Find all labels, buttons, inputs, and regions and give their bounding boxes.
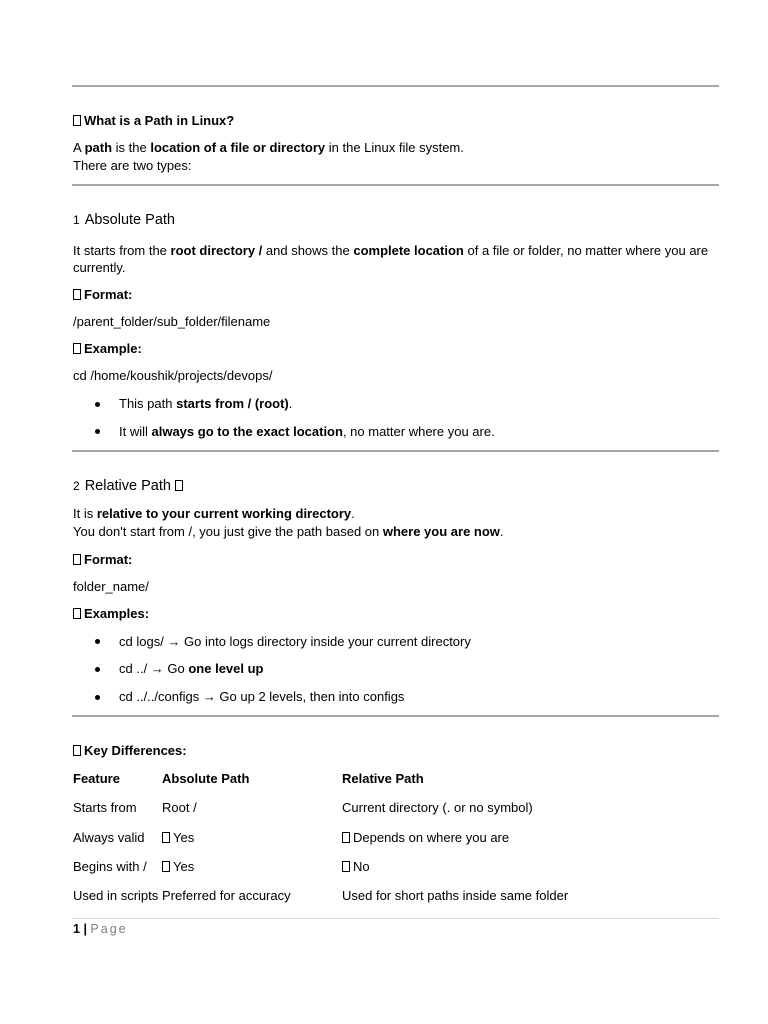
absolute-example-label: Example:	[73, 341, 142, 356]
emoji-placeholder-icon	[162, 832, 170, 843]
table-cell: Depends on where you are	[342, 830, 509, 845]
emoji-placeholder-icon	[73, 343, 81, 354]
relative-format-label: Format:	[73, 552, 132, 567]
page-number: 1	[73, 922, 80, 936]
table-cell: Begins with /	[73, 859, 147, 874]
relative-path-description-2: You don't start from /, you just give the path based on where you are now.	[73, 524, 504, 539]
table-header-cell: Relative Path	[342, 771, 424, 786]
relative-path-heading: 2 Relative Path	[73, 478, 186, 494]
table-cell: Always valid	[73, 830, 145, 845]
bullet-icon	[95, 429, 100, 434]
emoji-placeholder-icon	[73, 115, 81, 126]
absolute-format-value: /parent_folder/sub_folder/filename	[73, 314, 271, 329]
relative-bullet-1: cd logs/ → Go into logs directory inside your current directory	[119, 634, 471, 649]
emoji-placeholder-icon	[342, 832, 350, 843]
emoji-placeholder-icon	[342, 861, 350, 872]
table-cell: Used in scripts	[73, 888, 159, 903]
emoji-placeholder-icon	[73, 608, 81, 619]
horizontal-rule	[72, 450, 719, 452]
relative-format-value: folder_name/	[73, 579, 149, 594]
horizontal-rule	[72, 715, 719, 717]
horizontal-rule	[72, 184, 719, 186]
relative-examples-label: Examples:	[73, 606, 149, 621]
page-footer	[73, 922, 128, 936]
table-header-cell: Absolute Path	[162, 771, 250, 786]
absolute-format-label: Format:	[73, 287, 132, 302]
emoji-placeholder-icon	[162, 861, 170, 872]
bullet-icon	[95, 639, 100, 644]
intro-heading: What is a Path in Linux?	[73, 113, 234, 128]
relative-bullet-3: cd ../../configs → Go up 2 levels, then into configs	[119, 689, 405, 704]
relative-path-description-1: It is relative to your current working directory.	[73, 506, 355, 521]
table-cell: Current directory (. or no symbol)	[342, 800, 533, 815]
table-cell: Used for short paths inside same folder	[342, 888, 569, 903]
absolute-example-value: cd /home/koushik/projects/devops/	[73, 368, 273, 383]
absolute-bullet-1: This path starts from / (root).	[119, 396, 293, 411]
footer-page-label: Page	[90, 922, 128, 936]
relative-bullet-2: cd ../ → Go one level up	[119, 661, 264, 676]
bullet-icon	[95, 667, 100, 672]
horizontal-rule	[72, 85, 719, 87]
emoji-placeholder-icon	[73, 289, 81, 300]
absolute-bullet-2: It will always go to the exact location, no matter where you are.	[119, 424, 495, 439]
emoji-placeholder-icon	[73, 554, 81, 565]
absolute-path-heading: 1 Absolute Path	[73, 212, 175, 228]
footer-separator: |	[83, 922, 87, 936]
bullet-icon	[95, 695, 100, 700]
absolute-path-description: It starts from the root directory / and shows the complete location of a file or folder, no matter where you are currently.	[73, 243, 709, 275]
emoji-placeholder-icon	[73, 745, 81, 756]
bullet-icon	[95, 402, 100, 407]
intro-line-1: A path is the location of a file or directory in the Linux file system.	[73, 140, 464, 155]
table-cell: Root /	[162, 800, 197, 815]
differences-heading: Key Differences:	[73, 743, 187, 758]
table-header-cell: Feature	[73, 771, 120, 786]
table-cell: Yes	[162, 830, 194, 845]
intro-line-2: There are two types:	[73, 158, 192, 173]
footer-rule	[72, 918, 719, 919]
table-cell: Yes	[162, 859, 194, 874]
table-cell: No	[342, 859, 370, 874]
table-cell: Preferred for accuracy	[162, 888, 291, 903]
emoji-placeholder-icon	[175, 480, 183, 491]
table-cell: Starts from	[73, 800, 137, 815]
